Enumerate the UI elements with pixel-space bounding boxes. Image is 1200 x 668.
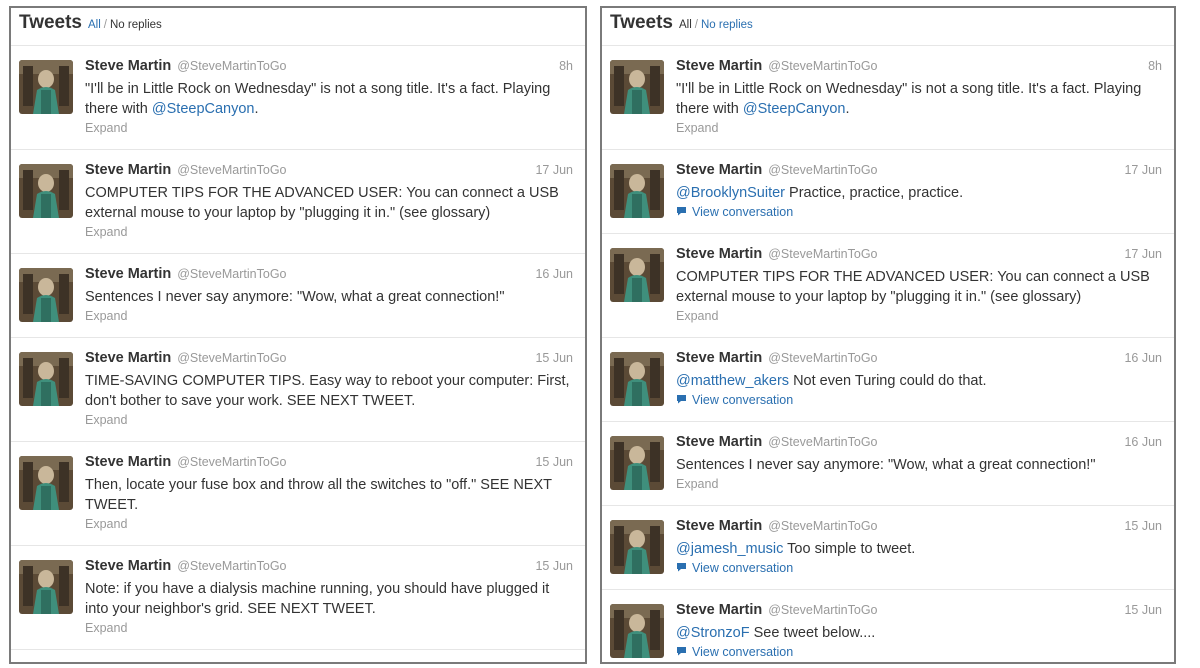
author-handle[interactable]: @SteveMartinToGo	[177, 267, 287, 281]
tweet-header	[85, 350, 573, 370]
tweet-header	[85, 266, 573, 286]
tweet-item[interactable]	[11, 442, 585, 546]
tweet-filter	[679, 19, 753, 31]
filter-no-replies-link[interactable]: No replies	[110, 19, 162, 31]
tweet-timestamp[interactable]: 15 Jun	[535, 455, 573, 469]
avatar[interactable]	[19, 164, 73, 218]
filter-separator: /	[694, 19, 698, 31]
avatar[interactable]	[610, 604, 664, 658]
tweet-text-content: TIME-SAVING COMPUTER TIPS. Easy way to reboot your computer: First, don't bother to save your work. SEE NEXT TWEET.	[85, 373, 570, 409]
tweets-panel-left	[9, 6, 587, 664]
view-conversation-link[interactable]	[676, 645, 793, 659]
author-handle[interactable]: @SteveMartinToGo	[177, 455, 287, 469]
tweet-body	[676, 162, 1162, 221]
tweet-timestamp[interactable]: 15 Jun	[1124, 519, 1162, 533]
speech-bubble-icon	[676, 205, 692, 219]
tweet-header	[676, 434, 1162, 454]
tweet-text	[676, 455, 1162, 475]
author-name[interactable]: Steve Martin	[676, 434, 763, 450]
tweet-timestamp[interactable]: 15 Jun	[535, 559, 573, 573]
tweet-text-content: Practice, practice, practice.	[785, 185, 964, 201]
avatar[interactable]	[610, 60, 664, 114]
tweet-item[interactable]	[602, 338, 1174, 422]
tweet-item[interactable]	[602, 506, 1174, 590]
tweet-text-content: Not even Turing could do that.	[789, 373, 987, 389]
avatar[interactable]	[610, 436, 664, 490]
tweet-body	[85, 266, 573, 325]
filter-all-link[interactable]: All	[679, 19, 692, 31]
author-handle[interactable]: @SteveMartinToGo	[768, 247, 878, 261]
expand-link[interactable]: Expand	[85, 413, 128, 427]
tweet-item[interactable]	[602, 422, 1174, 506]
tweet-text	[85, 475, 573, 515]
tweet-body	[85, 162, 573, 241]
panel-title: Tweets	[19, 12, 83, 33]
tweet-timestamp[interactable]: 17 Jun	[535, 163, 573, 177]
tweet-list	[11, 46, 585, 650]
tweet-text	[85, 79, 573, 119]
tweet-item[interactable]	[602, 590, 1174, 664]
tweet-body	[676, 518, 1162, 577]
author-name[interactable]: Steve Martin	[676, 58, 763, 74]
author-handle[interactable]: @SteveMartinToGo	[768, 603, 878, 617]
view-conversation-link[interactable]	[676, 393, 793, 407]
tweet-timestamp[interactable]: 15 Jun	[1124, 603, 1162, 617]
tweet-timestamp[interactable]: 8h	[1148, 59, 1162, 73]
tweet-text	[85, 287, 573, 307]
tweet-text-content: Sentences I never say anymore: "Wow, what a great connection!"	[676, 457, 1096, 473]
author-name[interactable]: Steve Martin	[85, 266, 172, 282]
author-handle[interactable]: @SteveMartinToGo	[768, 435, 878, 449]
author-handle[interactable]: @SteveMartinToGo	[768, 163, 878, 177]
author-name[interactable]: Steve Martin	[85, 162, 172, 178]
author-handle[interactable]: @SteveMartinToGo	[177, 163, 287, 177]
tweet-text	[676, 371, 1162, 391]
tweet-body	[676, 246, 1162, 325]
author-handle[interactable]: @SteveMartinToGo	[177, 559, 287, 573]
expand-link[interactable]: Expand	[676, 477, 719, 491]
tweet-header	[676, 162, 1162, 182]
avatar[interactable]	[610, 248, 664, 302]
tweet-text-content: Then, locate your fuse box and throw all the switches to "off." SEE NEXT TWEET.	[85, 477, 552, 513]
author-name[interactable]: Steve Martin	[676, 602, 763, 618]
tweet-text-content: Sentences I never say anymore: "Wow, what a great connection!"	[85, 289, 505, 305]
tweet-list	[602, 46, 1174, 664]
tweet-text-content: COMPUTER TIPS FOR THE ADVANCED USER: You can connect a USB external mouse to your laptop by "plugging it in." (see glossary)	[85, 185, 559, 221]
tweet-header	[676, 246, 1162, 266]
mention-link[interactable]: @SteepCanyon	[151, 101, 255, 117]
tweet-header	[85, 162, 573, 182]
tweet-text-content: "I'll be in Little Rock on Wednesday" is not a song title. It's a fact. Playing there with	[676, 81, 1142, 117]
tweet-body	[85, 350, 573, 429]
tweet-item[interactable]	[11, 254, 585, 338]
tweet-body	[85, 454, 573, 533]
tweet-text	[85, 371, 573, 411]
tweet-timestamp[interactable]: 17 Jun	[1124, 247, 1162, 261]
tweet-timestamp[interactable]: 16 Jun	[535, 267, 573, 281]
view-conversation-link[interactable]	[676, 205, 793, 219]
tweet-text	[676, 79, 1162, 119]
author-name[interactable]: Steve Martin	[85, 350, 172, 366]
tweet-body	[85, 58, 573, 137]
mention-link[interactable]: @BrooklynSuiter	[676, 185, 786, 201]
filter-separator: /	[103, 19, 107, 31]
expand-link[interactable]: Expand	[676, 121, 719, 135]
tweet-item[interactable]	[602, 150, 1174, 234]
tweet-text	[85, 183, 573, 223]
author-name[interactable]: Steve Martin	[676, 246, 763, 262]
tweet-header	[85, 558, 573, 578]
avatar[interactable]	[19, 60, 73, 114]
tweet-body	[85, 558, 573, 637]
author-name[interactable]: Steve Martin	[676, 162, 763, 178]
author-name[interactable]: Steve Martin	[676, 350, 763, 366]
tweet-item[interactable]	[11, 46, 585, 150]
avatar[interactable]	[610, 520, 664, 574]
panel-title: Tweets	[610, 12, 674, 33]
tweet-text-content: Too simple to tweet.	[783, 541, 916, 557]
expand-link[interactable]: Expand	[676, 309, 719, 323]
speech-bubble-icon	[676, 561, 692, 575]
tweet-text	[676, 183, 1162, 203]
tweet-filter	[88, 19, 162, 31]
filter-no-replies-link[interactable]: No replies	[701, 19, 753, 31]
tweet-timestamp[interactable]: 16 Jun	[1124, 351, 1162, 365]
tweet-header	[676, 602, 1162, 622]
view-conversation-label: View conversation	[692, 645, 794, 659]
panel-header	[11, 8, 585, 46]
tweet-header	[85, 454, 573, 474]
author-handle[interactable]: @SteveMartinToGo	[177, 351, 287, 365]
tweet-item[interactable]	[602, 46, 1174, 150]
tweet-header	[676, 350, 1162, 370]
avatar[interactable]	[19, 456, 73, 510]
avatar[interactable]	[19, 560, 73, 614]
view-conversation-label: View conversation	[692, 205, 794, 219]
tweet-timestamp[interactable]: 17 Jun	[1124, 163, 1162, 177]
tweet-body	[676, 350, 1162, 409]
tweets-panel-right	[600, 6, 1176, 664]
view-conversation-link[interactable]	[676, 561, 793, 575]
speech-bubble-icon	[676, 393, 692, 407]
mention-link[interactable]: @jamesh_music	[676, 541, 784, 557]
tweet-item[interactable]	[11, 150, 585, 254]
filter-all-link[interactable]: All	[88, 19, 101, 31]
tweet-text-content: "I'll be in Little Rock on Wednesday" is not a song title. It's a fact. Playing there with	[85, 81, 551, 117]
avatar[interactable]	[19, 268, 73, 322]
view-conversation-label: View conversation	[692, 561, 794, 575]
tweet-timestamp[interactable]: 8h	[559, 59, 573, 73]
tweet-text	[676, 623, 1162, 643]
tweet-text-content: COMPUTER TIPS FOR THE ADVANCED USER: You can connect a USB external mouse to your laptop by "plugging it in." (see glossary)	[676, 269, 1150, 305]
tweet-text	[676, 539, 1162, 559]
tweet-body	[676, 434, 1162, 493]
tweet-header	[676, 58, 1162, 78]
expand-link[interactable]: Expand	[85, 121, 128, 135]
avatar[interactable]	[19, 352, 73, 406]
tweet-text	[676, 267, 1162, 307]
panel-header	[602, 8, 1174, 46]
expand-link[interactable]: Expand	[85, 621, 128, 635]
author-handle[interactable]: @SteveMartinToGo	[768, 519, 878, 533]
avatar[interactable]	[610, 352, 664, 406]
author-handle[interactable]: @SteveMartinToGo	[177, 59, 287, 73]
tweet-text-content: Note: if you have a dialysis machine running, you should have plugged it into your neighbor's grid. SEE NEXT TWEET.	[85, 581, 550, 617]
speech-bubble-icon	[676, 645, 692, 659]
tweet-text-content: See tweet below....	[749, 625, 876, 641]
author-handle[interactable]: @SteveMartinToGo	[768, 59, 878, 73]
author-handle[interactable]: @SteveMartinToGo	[768, 351, 878, 365]
author-name[interactable]: Steve Martin	[676, 518, 763, 534]
tweet-item[interactable]	[11, 546, 585, 650]
view-conversation-label: View conversation	[692, 393, 794, 407]
mention-link[interactable]: @StronzoF	[676, 625, 750, 641]
tweet-body	[676, 602, 1162, 661]
tweet-text-tail: .	[254, 101, 259, 117]
expand-link[interactable]: Expand	[85, 225, 128, 239]
tweet-body	[676, 58, 1162, 137]
mention-link[interactable]: @SteepCanyon	[742, 101, 846, 117]
tweet-timestamp[interactable]: 16 Jun	[1124, 435, 1162, 449]
tweet-header	[85, 58, 573, 78]
mention-link[interactable]: @matthew_akers	[676, 373, 790, 389]
tweet-text	[85, 579, 573, 619]
author-name[interactable]: Steve Martin	[85, 58, 172, 74]
avatar[interactable]	[610, 164, 664, 218]
author-name[interactable]: Steve Martin	[85, 454, 172, 470]
expand-link[interactable]: Expand	[85, 309, 128, 323]
tweet-item[interactable]	[11, 338, 585, 442]
expand-link[interactable]: Expand	[85, 517, 128, 531]
author-name[interactable]: Steve Martin	[85, 558, 172, 574]
tweet-text-tail: .	[845, 101, 850, 117]
tweet-header	[676, 518, 1162, 538]
tweet-timestamp[interactable]: 15 Jun	[535, 351, 573, 365]
tweet-item[interactable]	[602, 234, 1174, 338]
